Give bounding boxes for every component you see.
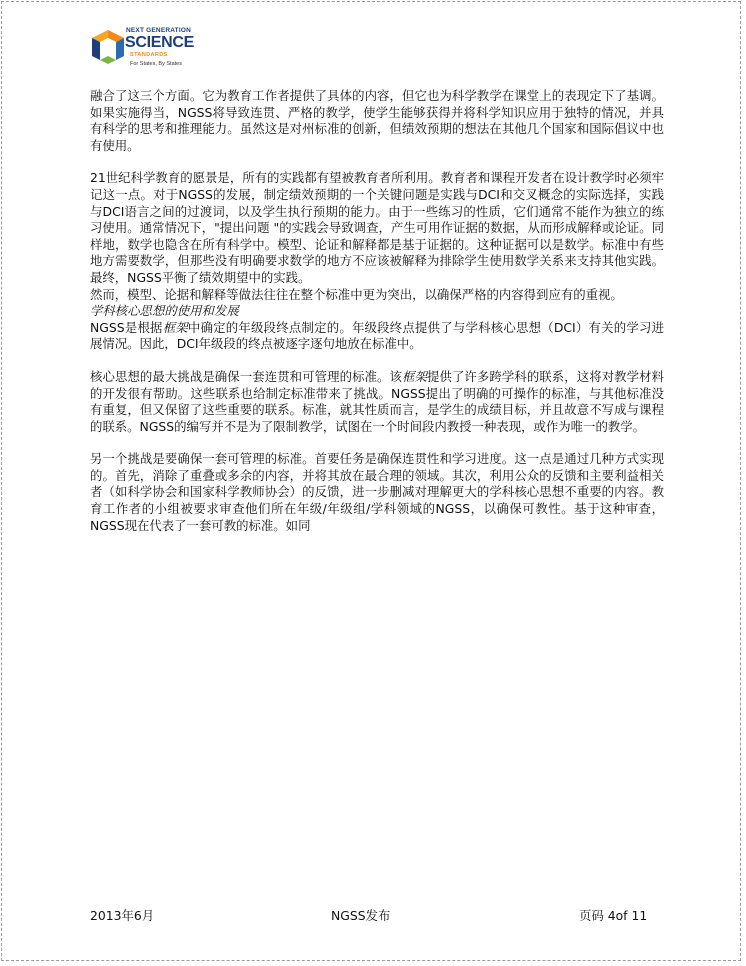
paragraph-1: 融合了这三个方面。它为教育工作者提供了具体的内容，但它也为科学教学在课堂上的表现定下了基调。如果实施得当，NGSS将导致连贯、严格的教学，使学生能够获得并将科学知识应用于独特的情况，并具有科学的思考和推理能力。虽然这是对州标准的创新，但绩效预期的想法在其他几个国家和国际倡议中也有使用。 (90, 88, 664, 153)
ngss-logo-icon (90, 26, 126, 72)
framework-emphasis: 框架 (402, 368, 427, 384)
paragraph-gap (90, 353, 664, 369)
document-body (90, 88, 664, 534)
paragraph-4-part-b: 中确定的年级段终点制定的。年级段终点提供了与学科核心思想（DCI）有关的学习进展情况。因此，DCI年级段的终点被逐字逐句地放在标准中。 (90, 319, 664, 352)
paragraph-5-part-a: 核心思想的最大挑战是确保一套连贯和可管理的标准。该 (90, 368, 403, 384)
paragraph-5 (90, 369, 664, 435)
paragraph-3: 然而，模型、论据和解释等做法往往在整个标准中更为突出，以确保严格的内容得到应有的重视。 (90, 286, 623, 302)
section-heading: 学科核心思想的使用和发展 (90, 303, 239, 319)
paragraph-4 (90, 320, 664, 353)
footer-title: NGSS发布 (331, 908, 391, 923)
paragraph-gap (90, 154, 664, 170)
logo-text-line1: NEXT GENERATION (126, 27, 191, 34)
paragraph-5-part-b: 提供了许多跨学科的联系，这将对教学材料的开发很有帮助。这些联系也给制定标准带来了挑战。NGSS提出了明确的可操作的标准，与其他标准没有重复，但又保留了这些重要的联系。标准，就其性质而言，是学生的成绩目标，并且故意不写成与课程的联系。NGSS的编写并不是为了限制教学，试图在一个时间段内教授一种表现，或作为唯一的教学。 (90, 368, 665, 434)
logo-text-standards: STANDARDS (130, 52, 168, 58)
paragraph-2: 21世纪科学教育的愿景是，所有的实践都有望被教育者所利用。教育者和课程开发者在设计教学时必须牢记这一点。对于NGSS的发展，制定绩效预期的一个关键问题是实践与DCI和交叉概念的实际选择，实践与DCI语言之间的过渡词，以及学生执行预期的能力。由于一些练习的性质，它们通常不能作为独立的练习使用。通常情况下，"提出问题 "的实践会导致调查，产生可用作证据的数据，从而形成解释或论证。同样地，数学也隐含在所有科学中。模型、论证和解释都是基于证据的。这种证据可以是数学。标准中有些地方需要数学，但那些没有明确要求数学的地方不应该被解释为排除学生使用数学关系来支持其他实践。最终，NGSS平衡了绩效期望中的实践。 (90, 170, 664, 285)
ngss-logo (90, 26, 200, 76)
paragraph-6: 另一个挑战是要确保一套可管理的标准。首要任务是确保连贯性和学习进度。这一点是通过几种方式实现的。首先，消除了重叠或多余的内容，并将其放在最合理的领域。其次，利用公众的反馈和主要利益相关者（如科学协会和国家科学教师协会）的反馈，进一步删减对理解更大的学科核心思想不重要的内容。教育工作者的小组被要求审查他们所在年级/年级组/学科领域的NGSS，以确保可教性。基于这种审查，NGSS现在代表了一套可教的标准。如同 (90, 451, 664, 533)
footer-page-number: 页码 4of 11 (579, 908, 648, 923)
logo-tagline: For States, By States (130, 61, 182, 67)
footer-date: 2013年6月 (90, 908, 155, 923)
paragraph-gap (90, 435, 664, 451)
framework-emphasis: 框架 (162, 319, 188, 335)
paragraph-4-part-a: NGSS是根据 (90, 319, 163, 335)
logo-text-science: SCIENCE (125, 34, 195, 51)
